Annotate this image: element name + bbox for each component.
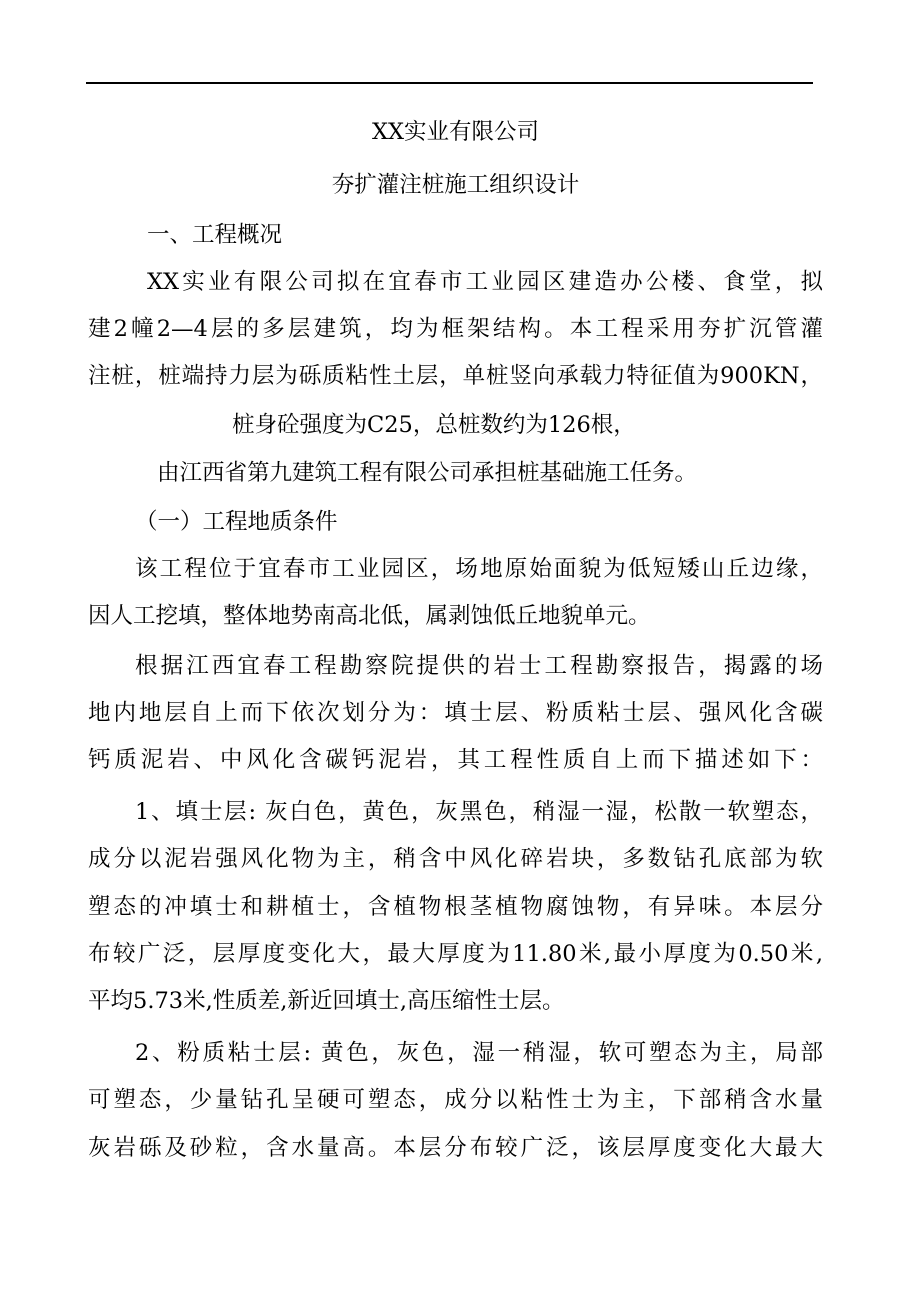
section-heading: 一、工程概况 bbox=[147, 222, 283, 248]
paragraph-line: 地内地层自上而下依次划分为：填士层、粉质粘士层、强风化含碳 bbox=[88, 700, 823, 726]
list-item-line: 1、填士层: 灰白色，黄色，灰黑色，稍湿一湿，松散一软塑态， bbox=[135, 799, 823, 825]
list-item-line: 平均5.73米,性质差,新近回填士,高压缩性士层。 bbox=[88, 988, 565, 1014]
document-title: 夯扩灌注桩施工组织设计 bbox=[331, 172, 580, 198]
paragraph-line: 由江西省第九建筑工程有限公司承担桩基础施工任务。 bbox=[157, 460, 698, 486]
header-rule bbox=[86, 82, 813, 84]
paragraph-line: 根据江西宜春工程勘察院提供的岩士工程勘察报告，揭露的场 bbox=[135, 653, 823, 679]
paragraph-line: 注桩，桩端持力层为砾质粘性土层，单桩竖向承载力特征值为900KN， bbox=[88, 363, 823, 389]
list-item-line: 布较广泛，层厚度变化大，最大厚度为11.80米,最小厚度为0.50米, bbox=[88, 941, 823, 967]
list-item-line: 可塑态，少量钻孔呈硬可塑态，成分以粘性士为主，下部稍含水量 bbox=[88, 1087, 823, 1113]
list-item-line: 2、粉质粘士层: 黄色，灰色，湿一稍湿，软可塑态为主，局部 bbox=[135, 1040, 823, 1066]
list-item-line: 塑态的冲填士和耕植士，含植物根茎植物腐蚀物，有异味。本层分 bbox=[88, 894, 823, 920]
paragraph-line: 桩身砼强度为C25，总桩数约为126根， bbox=[232, 412, 636, 438]
paragraph-line: 钙质泥岩、中风化含碳钙泥岩，其工程性质自上而下描述如下： bbox=[88, 747, 823, 773]
company-name: XX实业有限公司 bbox=[371, 119, 540, 145]
list-item-line: 成分以泥岩强风化物为主，稍含中风化碎岩块，多数钻孔底部为软 bbox=[88, 846, 823, 872]
paragraph-line: XX实业有限公司拟在宜春市工业园区建造办公楼、食堂，拟 bbox=[147, 269, 823, 295]
paragraph-line: 因人工挖填，整体地势南高北低，属剥蚀低丘地貌单元。 bbox=[88, 603, 651, 629]
paragraph-line: 建2幢2—4层的多层建筑，均为框架结构。本工程采用夯扩沉管灌 bbox=[88, 316, 823, 342]
paragraph-line: 该工程位于宜春市工业园区，场地原始面貌为低短矮山丘边缘， bbox=[135, 556, 823, 582]
list-item-line: 灰岩砾及砂粒，含水量高。本层分布较广泛，该层厚度变化大最大 bbox=[88, 1135, 823, 1161]
subsection-heading: （一）工程地质条件 bbox=[135, 509, 338, 535]
